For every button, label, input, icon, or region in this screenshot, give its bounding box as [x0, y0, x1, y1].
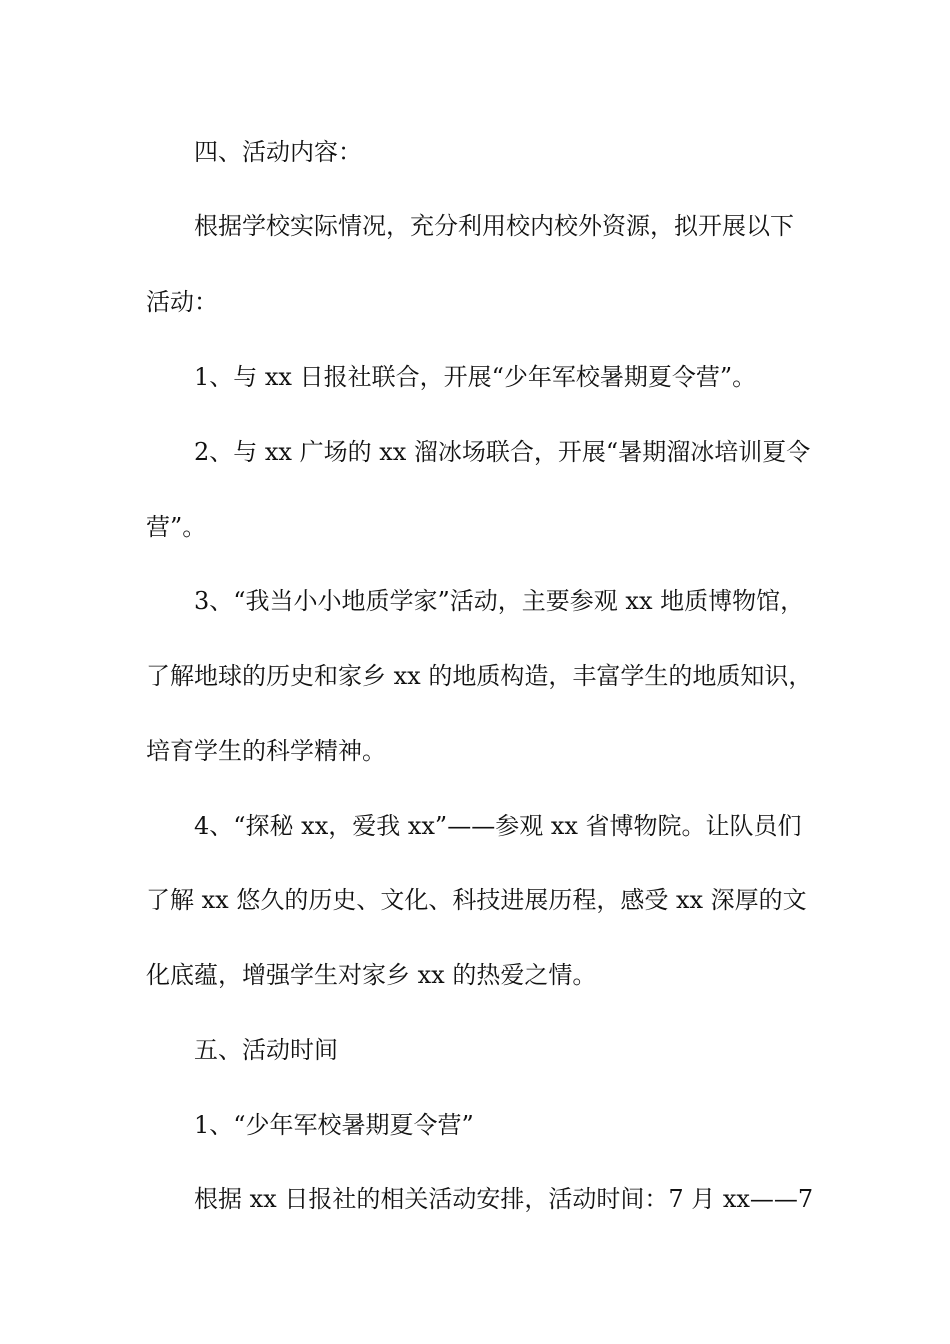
list-item-4-continuation: 了解 xx 悠久的历史、文化、科技进展历程，感受 xx 深厚的文	[146, 886, 807, 914]
list-item-1: 1、与 xx 日报社联合，开展“少年军校暑期夏令营”。	[194, 363, 757, 391]
list-item-2-continuation: 营”。	[146, 513, 207, 541]
list-item-4-continuation: 化底蕴，增强学生对家乡 xx 的热爱之情。	[146, 961, 597, 989]
section-heading-activity-time: 五、活动时间	[194, 1036, 338, 1064]
list-item-3: 3、“我当小小地质学家”活动，主要参观 xx 地质博物馆，	[194, 587, 805, 615]
list-item-3-continuation: 培育学生的科学精神。	[146, 737, 386, 765]
section-heading-activity-content: 四、活动内容：	[194, 138, 362, 166]
list-item-3-continuation: 了解地球的历史和家乡 xx 的地质构造，丰富学生的地质知识，	[146, 662, 813, 690]
list-item-4: 4、“探秘 xx，爱我 xx”——参观 xx 省博物院。让队员们	[194, 812, 802, 840]
paragraph-line: 根据学校实际情况，充分利用校内校外资源，拟开展以下	[194, 212, 794, 240]
subheading-summer-camp: 1、“少年军校暑期夏令营”	[194, 1111, 474, 1139]
paragraph-line: 活动：	[146, 288, 218, 316]
list-item-2: 2、与 xx 广场的 xx 溜冰场联合，开展“暑期溜冰培训夏令	[194, 438, 811, 466]
paragraph-line: 根据 xx 日报社的相关活动安排，活动时间：7 月 xx——7	[194, 1185, 814, 1213]
